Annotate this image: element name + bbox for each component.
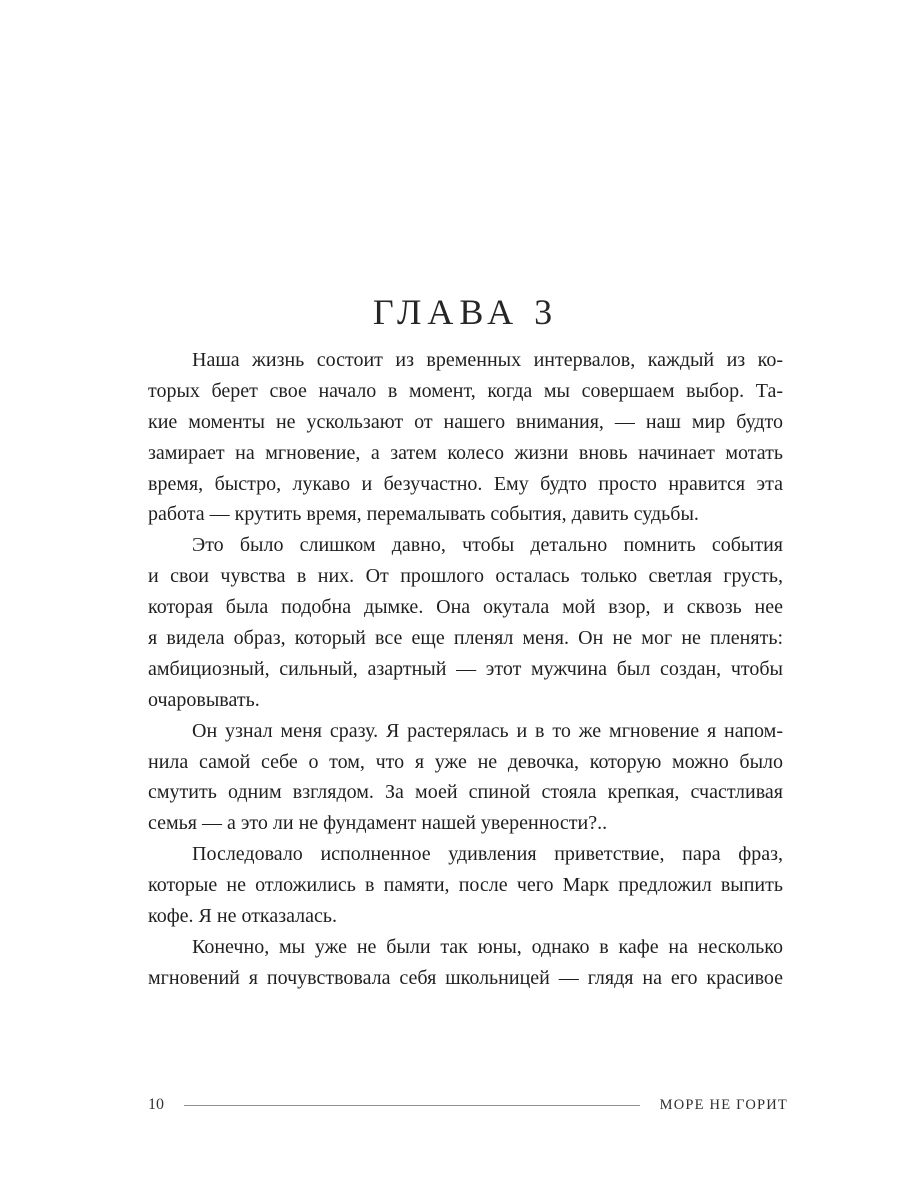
text-line: смутить одним взглядом. За моей спиной стояла крепкая, счастливая: [148, 781, 783, 804]
paragraph: [148, 530, 783, 715]
text-line: работа — крутить время, перемалывать события, давить судьбы.: [148, 503, 699, 526]
text-line: замирает на мгновение, а затем колесо жизни вновь начинает мотать: [148, 441, 783, 464]
text-line: которая была подобна дымке. Она окутала мой взор, и сквозь нее: [148, 596, 783, 619]
text-line: Наша жизнь состоит из временных интервалов, каждый из ко-: [192, 349, 783, 371]
page-number: 10: [148, 1096, 164, 1113]
text-line: Последовало исполненное удивления приветствие, пара фраз,: [192, 843, 783, 866]
running-title: МОРЕ НЕ ГОРИТ: [659, 1097, 788, 1113]
paragraph: [148, 716, 783, 840]
text-line: торых берет свое начало в момент, когда мы совершаем выбор. Та-: [148, 379, 783, 402]
text-line: нила самой себе о том, что я уже не девочка, которую можно было: [148, 750, 783, 773]
text-line: и свои чувства в них. От прошлого осталась только светлая грусть,: [148, 565, 783, 588]
text-line: кофе. Я не отказалась.: [148, 905, 338, 928]
text-line: Конечно, мы уже не были так юны, однако в кафе на несколько: [192, 935, 783, 958]
paragraph: [148, 932, 783, 994]
text-line: Он узнал меня сразу. Я растерялась и в то же мгновение я напом-: [192, 719, 783, 742]
text-line: семья — а это ли не фундамент нашей уверенности?..: [148, 812, 608, 835]
text-line: я видела образ, который все еще пленял меня. Он не мог не пленять:: [148, 627, 783, 650]
paragraph: [148, 839, 783, 932]
body-text: [148, 345, 783, 994]
text-line: мгновений я почувствовала себя школьницей — глядя на его красивое: [148, 966, 783, 989]
footer-rule: [184, 1105, 640, 1106]
chapter-title: ГЛАВА 3: [372, 292, 559, 333]
text-line: очаровывать.: [148, 688, 260, 711]
text-line: кие моменты не ускользают от нашего внимания, — наш мир будто: [148, 410, 783, 433]
text-line: время, быстро, лукаво и безучастно. Ему будто просто нравится эта: [148, 472, 783, 495]
text-line: которые не отложились в памяти, после чего Марк предложил выпить: [148, 874, 783, 897]
paragraph: [148, 345, 783, 530]
text-line: Это было слишком давно, чтобы детально помнить события: [192, 534, 783, 557]
page-footer: [148, 1096, 788, 1114]
text-line: амбициозный, сильный, азартный — этот мужчина был создан, чтобы: [148, 657, 783, 680]
